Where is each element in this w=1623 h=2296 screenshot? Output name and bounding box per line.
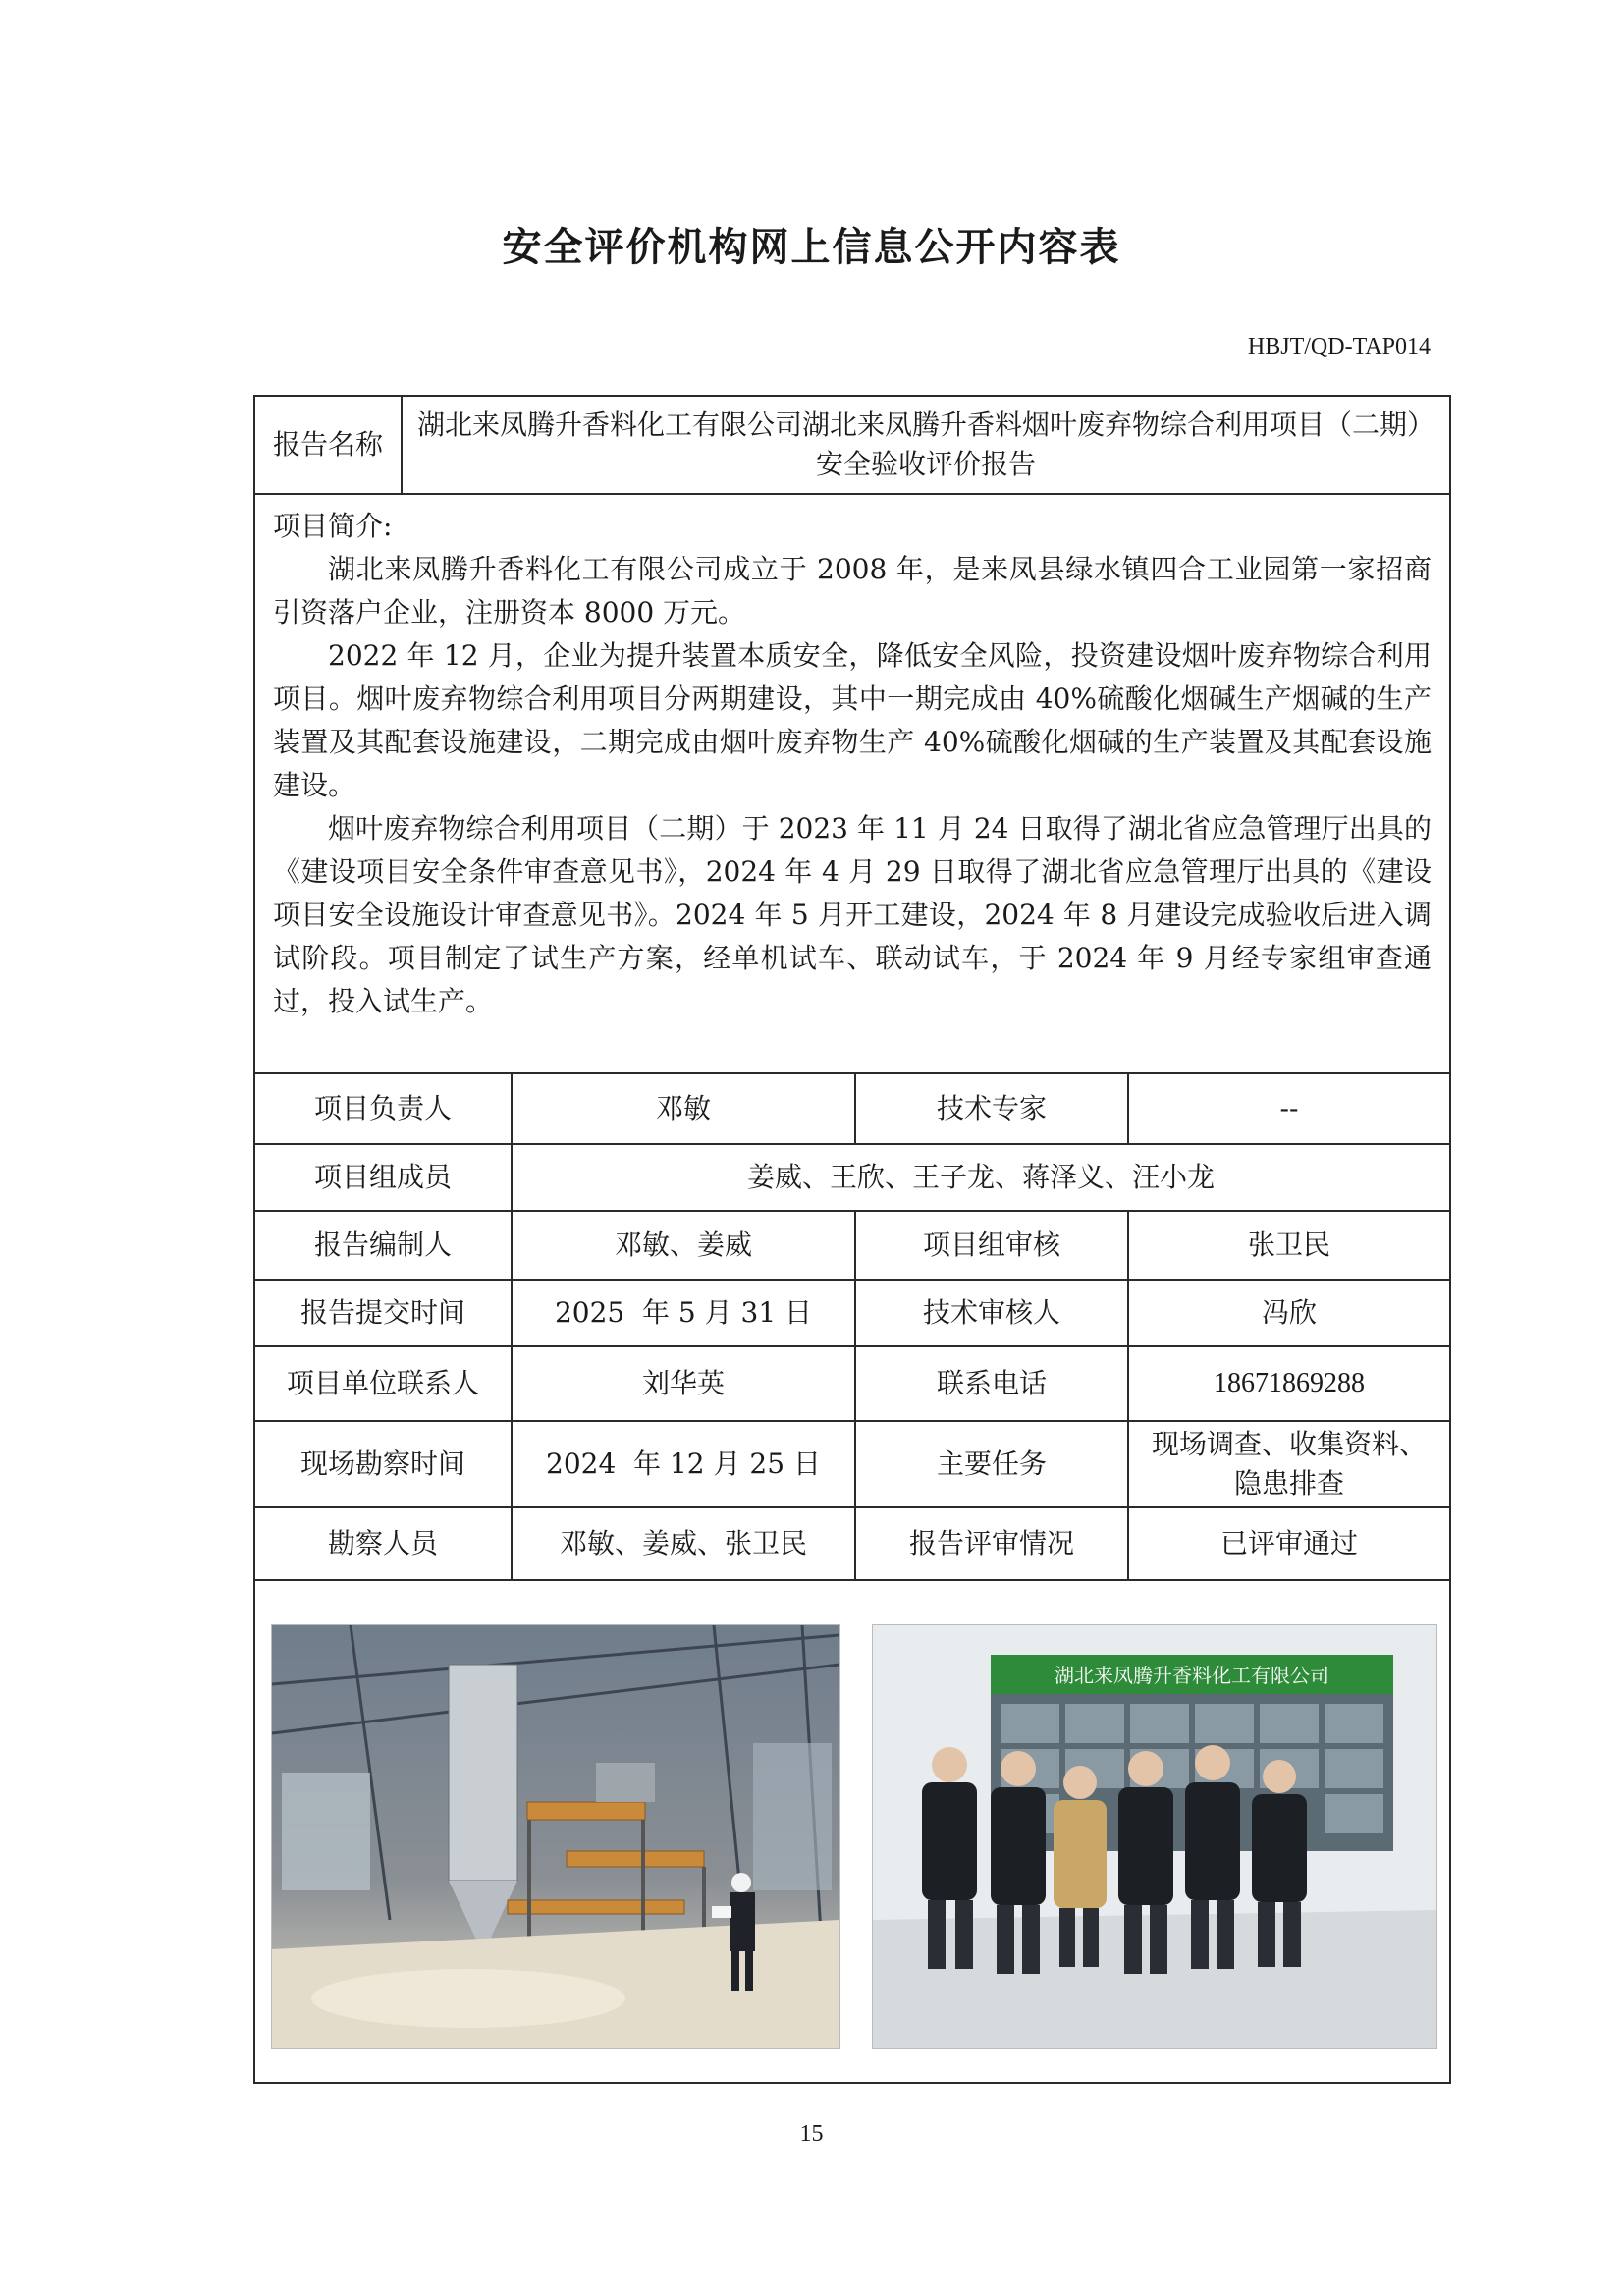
author-row: [255, 1212, 1449, 1281]
submit-value: 2025 年 5 月 31 日: [513, 1281, 856, 1345]
control-room-banner: 湖北来凤腾升香料化工有限公司: [1055, 1664, 1329, 1687]
submit-row: [255, 1281, 1449, 1347]
survey-row: [255, 1422, 1449, 1508]
project-intro-row: [255, 495, 1449, 1074]
project-intro: [255, 495, 1449, 1023]
leader-row: [255, 1074, 1449, 1145]
intro-paragraph-1: 湖北来凤腾升香料化工有限公司成立于 2008 年，是来凤县绿水镇四合工业园第一家招商引资落户企业，注册资本 8000 万元。: [273, 553, 1432, 629]
review-status-value: 已评审通过: [1219, 1527, 1358, 1559]
survey-time-value: 2024 年 12 月 25 日: [513, 1422, 856, 1506]
intro-paragraph-2: 2022 年 12 月，企业为提升装置本质安全，降低安全风险，投资建设烟叶废弃物综合利用项目。烟叶废弃物综合利用项目分两期建设，其中一期完成由 40%硫酸化烟碱生产烟碱的生产装置及其配套设施建设，二期完成由烟叶废弃物生产 40%硫酸化烟碱的生产装置及其配套设施建设。: [273, 639, 1432, 801]
surveyors-label: 勘察人员: [255, 1508, 513, 1579]
document-code: HBJT/QD-TAP014: [1247, 334, 1431, 359]
survey-time-label: 现场勘察时间: [255, 1422, 513, 1506]
intro-paragraph-3: 烟叶废弃物综合利用项目（二期）于 2023 年 11 月 24 日取得了湖北省应急管理厅出具的《建设项目安全条件审查意见书》，2024 年 4 月 29 日取得了湖北省应急管理厅出具的《建设项目安全设施设计审查意见书》。2024 年 5 月开工建设，2024 年 8 月建设完成验收后进入调试阶段。项目制定了试生产方案，经单机试车、联动试车，于 2024 年 9 月经专家组审查通过，投入试生产。: [273, 812, 1432, 1017]
contact-value: 刘华英: [513, 1347, 856, 1420]
tech-review-label: 技术审核人: [856, 1281, 1129, 1345]
contact-row: [255, 1347, 1449, 1422]
group-review-value: 张卫民: [1247, 1229, 1330, 1261]
review-status-label: 报告评审情况: [856, 1508, 1129, 1579]
report-name-label: 报告名称: [255, 397, 403, 493]
members-row: [255, 1145, 1449, 1212]
leader-label: 项目负责人: [255, 1074, 513, 1143]
site-photo-control-room: [872, 1624, 1437, 2049]
intro-heading: 项目简介:: [273, 510, 393, 542]
page-number: 15: [799, 2121, 824, 2147]
submit-label: 报告提交时间: [255, 1281, 513, 1345]
tech-review-value: 冯欣: [1261, 1296, 1317, 1329]
surveyors-row: [255, 1508, 1449, 1581]
phone-label: 联系电话: [856, 1347, 1129, 1420]
surveyors-value: 邓敏、姜威、张卫民: [513, 1508, 856, 1579]
author-label: 报告编制人: [255, 1212, 513, 1279]
report-name-value: 湖北来凤腾升香料化工有限公司湖北来凤腾升香料烟叶废弃物综合利用项目（二期）安全验收评价报告: [416, 409, 1434, 480]
leader-value: 邓敏: [513, 1074, 856, 1143]
info-table: [253, 395, 1451, 2084]
contact-label: 项目单位联系人: [255, 1347, 513, 1420]
phone-value: 18671869288: [1214, 1368, 1365, 1398]
members-label: 项目组成员: [255, 1145, 513, 1210]
group-review-label: 项目组审核: [856, 1212, 1129, 1279]
members-value: 姜威、王欣、王子龙、蒋泽义、汪小龙: [746, 1161, 1215, 1193]
page-title: 安全评价机构网上信息公开内容表: [502, 224, 1121, 270]
task-label: 主要任务: [856, 1422, 1129, 1506]
expert-label: 技术专家: [856, 1074, 1129, 1143]
author-value: 邓敏、姜威: [513, 1212, 856, 1279]
site-photo-factory: [271, 1624, 840, 2049]
report-name-row: [255, 397, 1449, 495]
expert-value: --: [1279, 1092, 1299, 1124]
task-value: 现场调查、收集资料、隐患排查: [1151, 1428, 1427, 1500]
